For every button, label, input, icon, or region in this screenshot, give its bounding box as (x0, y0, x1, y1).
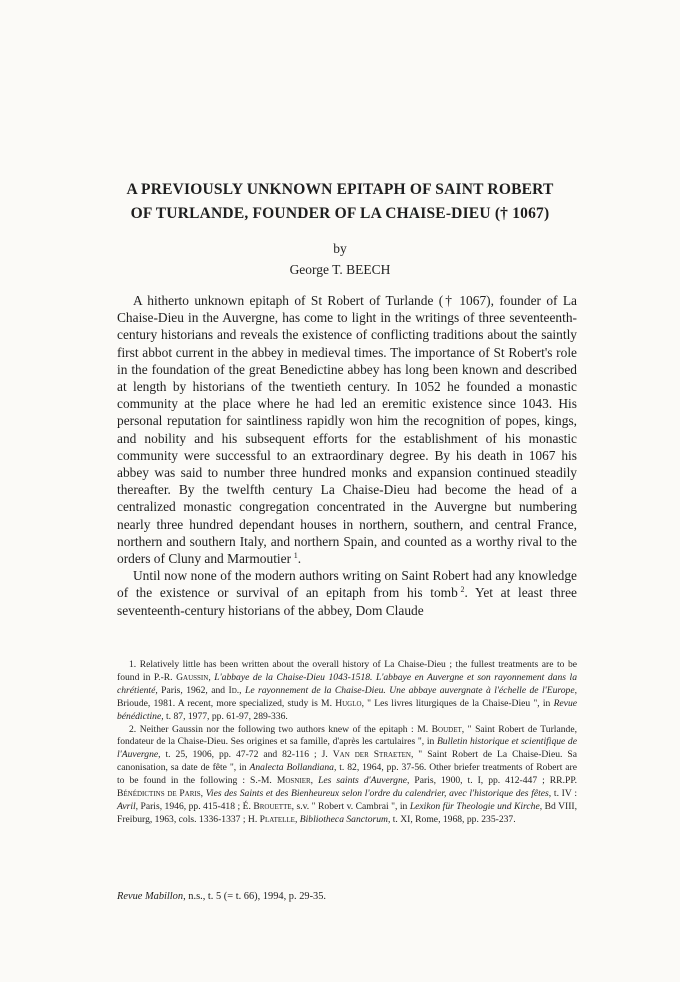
footnotes (117, 659, 577, 827)
article-title (100, 178, 580, 226)
byline-by: by (333, 241, 347, 256)
title-line-1: A PREVIOUSLY UNKNOWN EPITAPH OF SAINT ROBERT (126, 181, 554, 198)
footnote-2: 2. Neither Gaussin nor the following two authors knew of the epitaph : M. Boudet, " Saint Robert de Turlande, fondateur de la Chaise-Dieu. Ses origines et sa famille, d'après les cartulaires ", in Bulletin historique et scientifique de l'Auvergne, t. 25, 1906, pp. 47-72 and 82-116 ; J. Van der Straeten, " Saint Robert de La Chaise-Dieu. Sa canonisation, sa date de fête ", in Analecta Bollandiana, t. 82, 1964, pp. 37-56. Other briefer treatments of Robert are to be found in the following : S.-M. Mosnier, Les saints d'Auvergne, Paris, 1900, t. I, pp. 412-447 ; RR.PP. Bénédictins de Paris, Vies des Saints et des Bienheureux selon l'ordre du calendrier, avec l'historique des fêtes, t. IV : Avril, Paris, 1946, pp. 415-418 ; É. Brouette, s.v. " Robert v. Cambrai ", in Lexikon für Theologie und Kirche, Bd VIII, Freiburg, 1963, cols. 1336-1337 ; H. Platelle, Bibliotheca Sanctorum, t. XI, Rome, 1968, pp. 235-237. (117, 723, 577, 825)
footnote-1: 1. Relatively little has been written about the overall history of La Chaise-Dieu ; the fullest treatments are to be found in P.-R. Gaussin, L'abbaye de la Chaise-Dieu 1043-1518. L'abbaye en Auvergne et son rayonnement dans la chrétienté, Paris, 1962, and Id., Le rayonnement de la Chaise-Dieu. Une abbaye auvergnate à l'échelle de l'Europe, Brioude, 1981. A recent, more specialized, study is M. Huglo, " Les livres liturgiques de la Chaise-Dieu ", in Revue bénédictine, t. 87, 1977, pp. 61-97, 289-336. (117, 659, 578, 722)
footnote-ref-1[interactable]: 1 (293, 551, 298, 561)
paragraph-1: A hitherto unknown epitaph of St Robert of Turlande († 1067), founder of La Chaise-Dieu in the Auvergne, has come to light in the writings of three seventeenth-century historians and reveals the existence of conflicting traditions about the saintly first abbot current in the abbey in medieval times. The importance of St Robert's role in the foundation of the great Benedictine abbey has long been known and described at length by historians of the twentieth century. In 1052 he founded a monastic community at the place where he had led an eremitic existence since 1043. His personal reputation for saintliness rapidly won him the recognition of popes, kings, and nobility and his subsequent efforts for the establishment of his monastic community were successful to an extraordinary degree. By his death in 1067 his abbey was said to number three hundred monks and expansion continued steadily thereafter. By the twelfth century La Chaise-Dieu had become the head of a centralized monastic congregation concentrated in the Auvergne but numbering nearly three hundred dependant houses in northern, southern, and central France, northern and southern Italy, and northern Spain, and counted as a worthy rival to the orders of Cluny and Marmoutier $^1$. (117, 293, 577, 567)
journal-volume: , n.s., t. 5 (= t. 66), 1994, p. 29-35. (183, 891, 327, 902)
journal-citation (117, 890, 577, 904)
journal-name: Revue Mabillon (117, 891, 184, 902)
article-body (117, 292, 577, 619)
paragraph-2: Until now none of the modern authors writing on Saint Robert had any knowledge of the existence or survival of an epitaph from his tomb $^2$. Yet at least three seventeenth-century historians of the abbey, Dom Claude (117, 568, 577, 618)
footnote-ref-2[interactable]: 2 (460, 585, 465, 595)
author-name: George T. BEECH (289, 262, 391, 277)
title-line-2: OF TURLANDE, FOUNDER OF LA CHAISE-DIEU († 1067) (130, 205, 550, 222)
